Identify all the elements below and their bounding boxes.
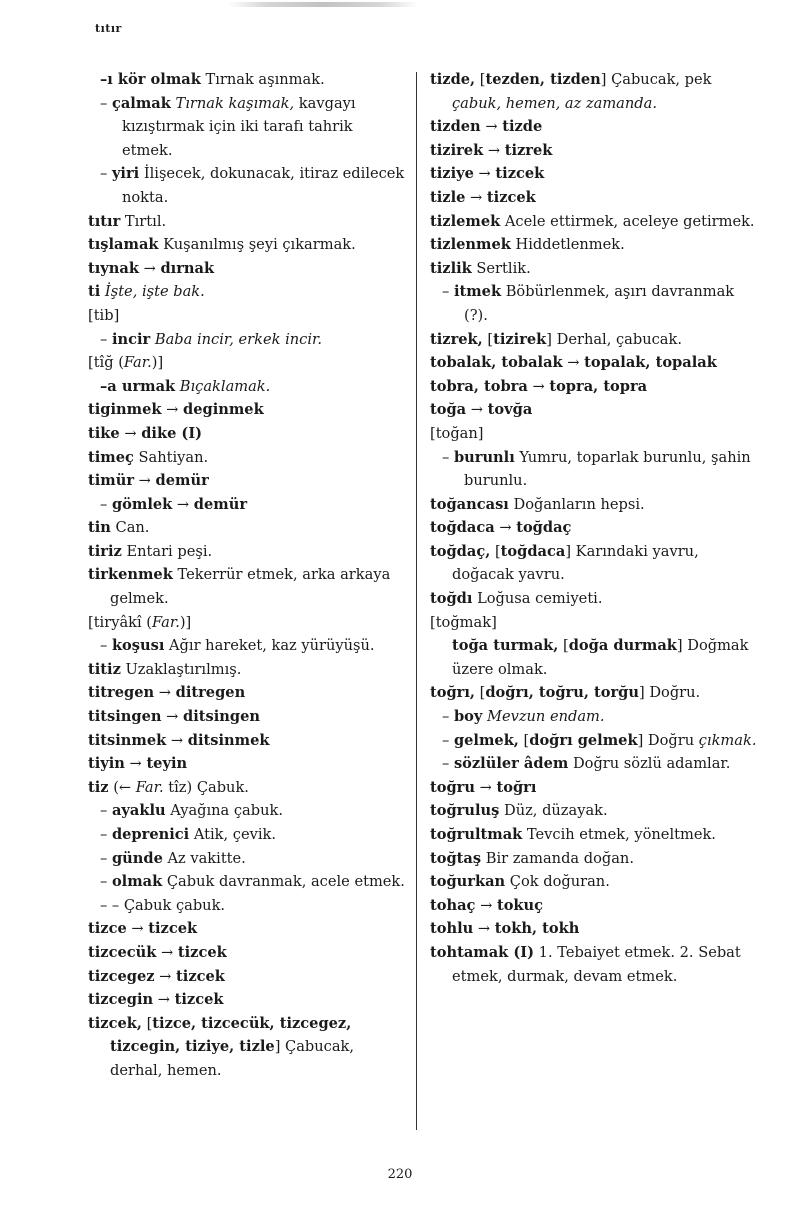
headword: gelmek, [453, 731, 519, 749]
definition-text: Tevcih etmek, yöneltmek. [522, 826, 716, 843]
definition-text: [toğan] [430, 424, 484, 442]
dictionary-entry [430, 516, 760, 540]
headword: tizcek, [88, 1014, 142, 1032]
headword: toğru [430, 778, 475, 796]
dictionary-entry [430, 257, 760, 281]
headword: tizden [430, 118, 481, 136]
dictionary-entry [430, 186, 760, 210]
definition-text: – [442, 708, 454, 726]
headword: tışlamak [88, 236, 159, 254]
headword: doğrı, toğru, torğu [485, 684, 639, 702]
italic-text: Bıçaklamak. [175, 377, 271, 395]
dictionary-subentry [88, 894, 406, 918]
dictionary-entry [430, 351, 760, 375]
definition-text: → [154, 684, 176, 702]
headword: tiyin [88, 755, 125, 773]
dictionary-entry [88, 422, 406, 446]
italic-text: Mevzun endam. [482, 708, 605, 726]
scan-smudge [228, 2, 418, 7]
headword: deprenici [111, 826, 190, 843]
dictionary-entry [88, 304, 406, 328]
dictionary-entry [88, 729, 406, 753]
headword: incir [111, 330, 151, 348]
dictionary-entry [88, 752, 406, 776]
headword: ayaklu [111, 802, 166, 820]
dictionary-entry [88, 1012, 406, 1083]
dictionary-entry [88, 398, 406, 422]
headword: tizde, [430, 71, 476, 88]
definition-text: Tekerrür etmek, arka arkaya gelmek. [110, 566, 391, 608]
running-head: tıtır [95, 22, 122, 35]
headword: tokuç [496, 896, 544, 914]
headword: tizlik [430, 259, 472, 277]
definition-text: – [100, 94, 112, 112]
definition-text: [ [558, 637, 569, 655]
definition-text: – [100, 826, 112, 843]
definition-text: )] [179, 613, 192, 631]
headword: günde [111, 849, 163, 867]
definition-text: [tib] [88, 306, 120, 324]
definition-text: ] Çabucak, derhal, hemen. [110, 1038, 355, 1079]
headword: timeç [88, 448, 134, 466]
definition-text: Atik, çevik. [189, 826, 276, 843]
dictionary-entry [88, 611, 406, 635]
headword: tıtır [88, 212, 121, 230]
dictionary-entry [430, 823, 760, 847]
headword: titsingen [88, 708, 162, 726]
headword: tezden, tizden [485, 71, 601, 88]
dictionary-entry [430, 68, 760, 115]
dictionary-entry [430, 422, 760, 446]
dictionary-subentry [430, 729, 760, 753]
dictionary-subentry [88, 870, 406, 894]
headword: dırnak [160, 259, 215, 277]
headword: teyin [146, 755, 188, 773]
headword: timür [88, 472, 135, 490]
definition-text: → [475, 896, 497, 914]
headword: tizcek [174, 991, 224, 1009]
headword: tizcek [177, 943, 227, 961]
definition-text: ] Karındaki yavru, doğacak yavru. [452, 542, 699, 584]
definition-text: Çabuk davranmak, acele etmek. [162, 873, 405, 891]
headword: demür [193, 495, 248, 513]
column-divider [416, 72, 417, 1130]
definition-text: → [134, 472, 156, 490]
definition-text: ] Doğru [637, 731, 699, 749]
headword: tizle [430, 188, 466, 206]
definition-text: → [474, 778, 497, 796]
italic-text: Tırnak kaşımak, [170, 94, 295, 112]
definition-text: Düz, düzayak. [499, 802, 608, 820]
definition-text: Ayağına çabuk. [165, 802, 283, 820]
dictionary-entry [88, 705, 406, 729]
headword: –ı kör olmak [100, 71, 201, 88]
definition-text: → [465, 188, 487, 206]
definition-text: Sertlik. [471, 259, 531, 277]
headword: tizcek [176, 967, 225, 985]
dictionary-entry [430, 398, 760, 422]
headword: tiriz [88, 542, 122, 560]
headword: itmek [453, 283, 502, 301]
headword: tiginmek [88, 401, 162, 419]
dictionary-entry [430, 493, 760, 517]
dictionary-entry [88, 917, 406, 941]
headword: ditregen [175, 684, 246, 702]
italic-text: Baba incir, erkek incir. [150, 330, 323, 348]
italic-text: çıkmak. [698, 731, 757, 749]
definition-text: Bir zamanda doğan. [481, 849, 634, 867]
headword: yiri [111, 165, 140, 183]
definition-text: – – Çabuk çabuk. [100, 896, 226, 914]
headword: demür [155, 472, 209, 490]
definition-text: → [527, 377, 550, 395]
definition-text: Doğru sözlü adamlar. [568, 755, 731, 773]
definition-text: – [442, 283, 454, 301]
headword: topalak, topalak [584, 354, 717, 372]
italic-text: Far. [135, 778, 164, 796]
definition-text: → [480, 118, 503, 136]
dictionary-subentry [430, 705, 760, 729]
headword: tovğa [487, 401, 533, 419]
dictionary-entry [88, 540, 406, 564]
definition-text: Can. [110, 519, 150, 537]
headword: toğdı [430, 590, 473, 608]
dictionary-entry [430, 611, 760, 635]
headword: tizrek [504, 141, 553, 159]
headword: toğdaç [516, 519, 572, 537]
headword: tizcecük [88, 943, 157, 961]
headword: doğrı gelmek [529, 731, 638, 749]
dictionary-subentry [88, 493, 406, 517]
definition-text: → [161, 401, 183, 419]
dictionary-subentry [88, 823, 406, 847]
italic-text: İşte, işte bak. [100, 283, 205, 301]
headword: boy [453, 708, 483, 726]
dictionary-entry [88, 563, 406, 610]
definition-text: – [442, 731, 454, 749]
definition-text: – [442, 755, 454, 773]
definition-text: (← [108, 778, 136, 796]
definition-text: → [562, 354, 585, 372]
headword: toğdaç, [430, 542, 491, 560]
definition-text: [ [482, 330, 494, 348]
definition-text: [toğmak] [430, 613, 497, 631]
dictionary-entry [430, 540, 760, 587]
dictionary-entry [88, 469, 406, 493]
definition-text: Acele ettirmek, aceleye getirmek. [500, 212, 755, 230]
definition-text: [tiryâkî ( [88, 613, 152, 631]
dictionary-subentry [88, 847, 406, 871]
definition-text: → [119, 424, 142, 442]
dictionary-entry [430, 115, 760, 139]
dictionary-entry [88, 351, 406, 375]
definition-text: Hiddetlenmek. [510, 236, 625, 254]
headword: tizcegez [88, 967, 155, 985]
dictionary-entry [88, 210, 406, 234]
headword: toğrı, [430, 684, 475, 702]
dictionary-entry [88, 988, 406, 1012]
definition-text: Az vakitte. [162, 849, 246, 867]
definition-text: → [154, 967, 177, 985]
headword: tiziye [430, 165, 474, 183]
headword: burunlı [453, 448, 515, 466]
definition-text: – [100, 849, 112, 867]
dictionary-entry [430, 776, 760, 800]
dictionary-entry [88, 776, 406, 800]
dictionary-entry [88, 941, 406, 965]
definition-text: – [100, 165, 112, 183]
dictionary-entry [430, 894, 760, 918]
headword: tiz [88, 778, 109, 796]
right-column [430, 68, 760, 988]
definition-text: [ [475, 71, 486, 88]
headword: tizcek [148, 920, 198, 938]
dictionary-entry [430, 328, 760, 352]
definition-text: Uzaklaştırılmış. [120, 660, 242, 678]
headword: tizce [88, 920, 127, 938]
headword: toğdaca [500, 542, 566, 560]
headword: tirkenmek [88, 566, 173, 584]
definition-text: Tırnak aşınmak. [200, 71, 325, 88]
definition-text: → [124, 755, 147, 773]
dictionary-entry [430, 681, 760, 705]
headword: koşusı [111, 637, 165, 655]
definition-text: [tîğ ( [88, 354, 124, 372]
dictionary-entry [430, 233, 760, 257]
definition-text: ] Doğmak üzere olmak. [452, 637, 749, 678]
headword: ti [88, 283, 101, 301]
headword: olmak [111, 873, 163, 891]
headword: toğrultmak [430, 826, 523, 843]
headword: toğdaca [430, 519, 495, 537]
dictionary-subentry [88, 799, 406, 823]
dictionary-entry [430, 139, 760, 163]
definition-text: → [172, 495, 194, 513]
definition-text: → [494, 519, 517, 537]
headword: gömlek [111, 495, 173, 513]
definition-text: ] Çabucak, pek [600, 71, 712, 88]
headword: tizirek [430, 141, 484, 159]
definition-text: → [153, 991, 175, 1009]
definition-text: – [100, 637, 112, 655]
italic-text: Far. [123, 354, 152, 372]
dictionary-entry [88, 516, 406, 540]
headword: tizce, tizcecük, tizcegez, tizcegin, tiziye, tizle [110, 1014, 352, 1056]
dictionary-entry [430, 847, 760, 871]
definition-text: Sahtiyan. [133, 448, 209, 466]
headword: çalmak [111, 94, 171, 112]
dictionary-subentry [88, 375, 406, 399]
definition-text: – [100, 330, 112, 348]
definition-text: → [466, 401, 488, 419]
dictionary-entry [430, 941, 760, 988]
page-number: 220 [387, 1167, 413, 1182]
definition-text: Çok doğuran. [505, 873, 610, 891]
headword: ditsingen [183, 708, 260, 726]
headword: toğa [430, 401, 467, 419]
dictionary-subentry [88, 68, 406, 92]
headword: dike (I) [141, 424, 203, 442]
headword: titsinmek [88, 731, 167, 749]
definition-text: → [138, 259, 161, 277]
dictionary-entry [88, 658, 406, 682]
headword: tike [88, 424, 120, 442]
dictionary-entry [88, 965, 406, 989]
headword: toğruluş [430, 802, 500, 820]
dictionary-entry [88, 446, 406, 470]
dictionary-entry [88, 681, 406, 705]
definition-text: ] Derhal, çabucak. [546, 330, 682, 348]
dictionary-entry [88, 233, 406, 257]
dictionary-entry [430, 375, 760, 399]
dictionary-entry [430, 870, 760, 894]
headword: doğa durmak [568, 637, 677, 655]
dictionary-entry [430, 162, 760, 186]
headword: deginmek [183, 401, 264, 419]
definition-text: [ [490, 542, 501, 560]
headword: tizcek [486, 188, 536, 206]
dictionary-entry [430, 210, 760, 234]
left-column [88, 68, 406, 1083]
headword: tobra, tobra [430, 377, 528, 395]
definition-text: Yumru, toparlak burunlu, şahin burunlu. [464, 448, 751, 490]
headword: toğa turmak, [452, 637, 559, 655]
headword: tıynak [88, 259, 139, 277]
definition-text: Ağır hareket, kaz yürüyüşü. [164, 637, 375, 655]
dictionary-entry [430, 587, 760, 611]
dictionary-entry [88, 280, 406, 304]
definition-text: [ [141, 1014, 153, 1032]
definition-text: – [100, 802, 112, 820]
headword: tizlemek [430, 212, 501, 230]
definition-text: – [100, 873, 112, 891]
definition-text: – [442, 448, 454, 466]
italic-text: çabuk, hemen, az zamanda. [452, 94, 657, 112]
headword: tizde [502, 118, 543, 136]
headword: –a urmak [100, 377, 176, 395]
headword: topra, topra [549, 377, 648, 395]
dictionary-subentry [430, 634, 760, 681]
headword: tohtamak (I) [430, 943, 535, 961]
headword: toğrı [496, 778, 537, 796]
definition-text: → [473, 165, 496, 183]
dictionary-subentry [88, 162, 406, 209]
definition-text: ] Doğru. [639, 684, 701, 702]
definition-text: Böbürlenmek, aşırı davranmak (?). [464, 283, 735, 324]
definition-text: Entari peşi. [121, 542, 213, 560]
definition-text: – [100, 495, 112, 513]
definition-text: [ [518, 731, 530, 749]
headword: titiz [88, 660, 121, 678]
headword: sözlüler âdem [453, 755, 569, 773]
dictionary-subentry [88, 92, 406, 163]
headword: tohaç [430, 896, 476, 914]
headword: tokh, tokh [494, 920, 580, 938]
dictionary-subentry [430, 446, 760, 493]
definition-text: Loğusa cemiyeti. [472, 590, 603, 608]
definition-text: tîz) Çabuk. [163, 778, 249, 796]
definition-text: → [473, 920, 495, 938]
definition-text: 1. Tebaiyet etmek. 2. Sebat etmek, durmak, devam etmek. [452, 943, 741, 985]
headword: titregen [88, 684, 155, 702]
definition-text: → [126, 920, 149, 938]
definition-text: → [166, 731, 188, 749]
dictionary-subentry [88, 328, 406, 352]
definition-text: Tırtıl. [120, 212, 167, 230]
headword: tohlu [430, 920, 474, 938]
definition-text: [ [475, 684, 486, 702]
headword: ditsinmek [187, 731, 270, 749]
definition-text: kavgayı kızıştırmak için iki tarafı tahrik etmek. [122, 94, 356, 159]
definition-text: → [161, 708, 184, 726]
headword: tizcek [495, 165, 545, 183]
headword: tin [88, 519, 111, 537]
definition-text: Doğanların hepsi. [508, 495, 645, 513]
definition-text: → [156, 943, 178, 961]
definition-text: → [483, 141, 505, 159]
dictionary-subentry [430, 752, 760, 776]
headword: toğurkan [430, 873, 506, 891]
headword: tizrek, [430, 330, 483, 348]
headword: tizirek [493, 330, 547, 348]
dictionary-entry [430, 799, 760, 823]
headword: tobalak, tobalak [430, 354, 563, 372]
italic-text: Far. [152, 613, 180, 631]
headword: toğancası [430, 495, 509, 513]
definition-text: Kuşanılmış şeyi çıkarmak. [158, 236, 356, 254]
headword: tizlenmek [430, 236, 511, 254]
headword: tizcegin [88, 991, 154, 1009]
dictionary-subentry [88, 634, 406, 658]
headword: toğtaş [430, 849, 482, 867]
dictionary-entry [430, 917, 760, 941]
dictionary-subentry [430, 280, 760, 327]
dictionary-entry [88, 257, 406, 281]
definition-text: )] [151, 354, 164, 372]
definition-text: İlişecek, dokunacak, itiraz edilecek nokta. [122, 165, 405, 206]
